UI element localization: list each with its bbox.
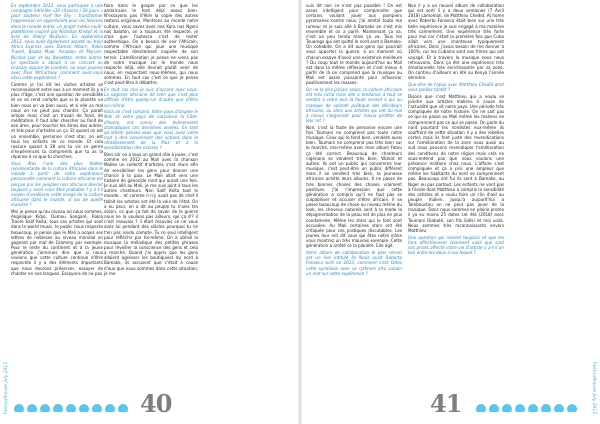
interview-answer: suis dit non ce n'est pas possible ! On est assez intelligent pour comprendre que certains voulant jouer aux pompiers pyromanes contre nous. J'ai amitié toute ma rumeur et je suis allé à Bamako on s'est mis ensemble et on a parlé. Maintenant ça va, c'est un peu tendu mais ça va. Tous les Touaregs qui ont quitté le nord sont à Bamako. On cohabite. On a dit aux gens qui pourrait vous apporter la guerre, à un moment où chacun essaye d'avoir une existence meilleure ? Du coup tout le monde aujourd'hui au Mali est dans la même réflexion et c'est mieux à partir de là on comprend que la musique au Mali est assez puissante pour influencer positivement les masses.: [306, 3, 402, 86]
left-page-number: 40: [140, 389, 172, 418]
decorative-dot: [502, 404, 512, 413]
decorative-dot: [40, 404, 50, 413]
interview-question: En tout cas moi je suis d'accord avec vous. La sagesse africaine dit bien que c'est plus difficile d'être quelqu'un d'autre que d'être soi-même.: [104, 87, 198, 108]
interview-question: Votre album de collaboration le plus récent est un live intitulé Ils Nous avait Roberto Fonseca sorti en 2013, comment s'est faites cette symbiose avec ce rythmes afro cubain un mot sur cette expérience ?: [306, 250, 402, 276]
decorative-dot: [92, 404, 102, 413]
decorative-dot: [541, 404, 551, 413]
decorative-dot: [515, 404, 525, 413]
decorative-dot: [66, 404, 76, 413]
interview-question: Voilà on c'est compris. Votre pays d'origine le Mali et votre pays de naissance la Côte-d'Ivoire, ont connu des évènements dramatiques ces dernières années. En tant qu'artiste pensez-vous que vous avez votre mot à dire concernant des actions dans le rétablissement de la Paix et à la sensibilisation des masses ?: [104, 109, 198, 151]
interview-answer: Non, c'est la faute de personne encore une fois Toumani ne comprend pas toute notre musique. Ceux qui le fond bien, vendent aussi bien. Toumani ne comprend pas très bien sur le marché, moi-même avec mon album Fatou ça été correct. Beaucoup de chanteurs nigérians se vendent très bien, Wizkid et autres. Ils ont un public qui consomme leur musique, c'est peut-être un public différent mais il se vendent très bien, la jeunesse africaine achète leurs albums. Il ne passe de très bonnes choses des choses vraiment positives. J'ai l'impression que cette génération a compris qu'il ne faut pas se culpabiliser et accuser d'être africain. Il se passe beaucoup de chose au niveau même du look, les cheveux naturels sont à la mode la dépigmentation de la peau est de plus en plus condamnée. Même les stars qui le font sont accusées. Au Mali certaines stars ont été critiquée pour ces pratiques discutables. Les jeunes leur ont dit vous qui êtes notre icône vous montrez un très mauvais exemple. Cette génération a arrêté ce la planète. Elle agit.: [306, 124, 402, 249]
decorative-dot: [14, 404, 24, 413]
interview-answer: Moi je pense qu'au niveau où nous sommes, Angelique Kidjo, Oumou Sangaré, Rokia Traore Salif Keita, tous ces artistes qui sont dans le world music, le public nous respecte beaucoup, je pense que le Mali a acquis ses lettres de noblesse au niveau mondial en gagnant par mal de Grammy par exemple. Pour le reste du continent et à la jeune génération j'aimerais dire que si nous voulons que cette culture continue d'être respectée il y a des éléments importants que nous devrons préserver, essayer de chanter en nos langues. Essayons de ne pas: [11, 208, 103, 276]
interview-answer: Comme je l'ai dit les visites artistes se reconnaissent entre eux à un moment ils y a plus d'âge, c'est une question de sensibilité et on se rend compte que si la planète va bien nous on va bien aussi, et si elle va mal nous on ne peut pas chanter. Ça paraît simple mais c'est un travail de fond, de méditation. Il faut aller chercher au fond de son âme, pour toucher les âmes des autres; et tels pour d'artistes un ça. Et quand on est un ensemble, personne n'est star, on est tous les enfants de ce monde. Et cela rassure quand à 28 ans tu vis ce genre d'expériences tu comprends que tu as la réponse à ce que tu cherches.: [11, 81, 103, 160]
decorative-dot: [476, 404, 486, 413]
decorative-dot: [53, 404, 63, 413]
right-side-label: Festivalhouse July 2013: [592, 361, 597, 414]
decorative-dot: [79, 404, 89, 413]
interview-answer: Non il y a un nouvel album de collaboration qui est sorti il y a deux semaines (7 Avril 2018) Lamomali, de Matthieu Chedid. At home avec Roberto Fonseca était bien sur une très belle expérience je suis engagé à ma manière très calmement. Une expérience très forte pour moi car c'était la première fois que Cuba allait vers une chanteuse typiquement africaine. Donc j'avais besoin de me donner à 100%, car les Cubains sont nos frères qui ont voyagé. Et à travers la musique nous nous retrouvons. Donc ça été une expérience très émotionnelle très enrichissante par sa zone. On continu d'ailleurs en été au Kenya l'année dernière.: [408, 3, 504, 81]
decorative-dot: [105, 404, 115, 413]
interview-answer: Disons que c'est Matthieu qui a voulu se joindre aux artistes maliens à cause de l'actualité que vit notre pays. Une période très compliquée de notre histoire. On ne sait pas ce qui se passe au Mali même les maliens ne comprennent pas ce qui se passe. On parle du nord pourtant les nordistes eux-même ils souffrent de cette situation il y a des rebelles certes mais ils font juste des revendications sur l'amélioration de la zone nous aussi au sud nous pouvons revendiquer l'amélioration des conditions de notre région mais cela ne sous-entend pas que nous voulons une présence militaire chez nous. L'affaire s'est compliquée et ça a pris une ampleur que même les habitants du nord ne comprennent pas. Beaucoup ont fui ils sont à Bamako, au Niger ou pas partout. Les enfants ne vont pas à l'école dont Matthieu a compris la sensibilité des artistes et a voulu faire un clin d'œil au peuple malien. Jusqu'à aujourd'hui a Tombouctou on ne peut pas jouer de la musique. Donc nous sommes en pleine promo il ya eu moins 25 dates cet été (2018) avec Toumani Diabaté, son fils Sidiki et moi voilà. Nous sommes très reconnaissants envers Matthieu: [408, 93, 504, 233]
interview-question: En septembre 2012, vous participez à une campagne intitulée «30 chances / 30 jours » pour soutenir Half the Sky : transformer l'oppression en opportunité pour les femmes dans le monde entier, un projet média multi-plateforme inspiré par Nicholas Kristof et la livre de Sheryl WuDunn. En septembre 2012, vous avez également assisté au train Africa Express avec Damon Albarn, Rokia Traoré, Baaba Maal, Amadou et Mariam, Nicolas Jaar et les Noisettes, entre autres. Le spectacle a abouti à un concert au Granary square de Londres, où vous jouerez avec Paul McCartney comment avez-vous vécu cette expérience ?: [11, 3, 103, 81]
right-column-1: [306, 3, 402, 413]
interview-answer: Bien sûr on a tous un grand rôle à jouer, c'est comme en 2012 au Mali avec la chanson Maliko un collectif d'artistes s'est réuni afin de sensibiliser les gens pour donner une chance à la paix. Le Mali allait vers une histoire de génocide rond qui aurait une fois. Je suis allé au Mali, je me suis joint à tous les autres chanteurs. Non Salif Keita tout le monde... et comme il n'y avait pas de chef il fallait les artistes ont été la voix de l'état. On a eu peur, on a dit au peuple tu n'aies tes voisin, ce que ça fait de savoir de la guerre nous ne la voulons pas ailleurs, qui ça d'? il n'est mauvais ? il était mauvais ce ne vous avez lui pendant des siècles pourquoi tu ne t'en pas rendu compte. Tu ce seul intelligent pour réfléchir par toi-même. On a utilisé la musique la mélodique des petites phrases pour réveiller la conscience des gens et cela a marché. Quand j'ai appris que les gens allaient agresser les boutiquiers du nord à Bamako, ils accusent que c'était à cause d'eux que nous sommes dans cette situation, je me: [104, 152, 198, 276]
left-side-label: Festivalhouse July 2013: [3, 361, 8, 414]
right-column-2: [408, 3, 504, 413]
right-page: [300, 0, 600, 424]
decorative-dot: [528, 404, 538, 413]
interview-question: On ne le dira jamais assez, la culture africaine est très riche mais elle a tendance à tout se vendre à votre avis la faute revient à qui au manque de volonté politique des décideurs africains, ou alors aux artistes qui ont du mal à mieux s'organiser pour mieux profiter de leur art ?: [306, 87, 402, 124]
interview-answer: faire dans le gospel par ce que les américains le font déjà assez bien. N'essayons pas d'être la copie des autres restons originaux. Montrons au monde notre culture, vous savez avec nos Kora nos Ngoni nos balafon, on a toujours été respecté, je crois que l'autosce c'est de rester authentique. On a besoin de voir l'Africain, comme l'Africain qui joue une musique respectable directement inspirée de son terroir. L'amélioration je pense ne viens pas de notre musique car le monde nous respecte déjà, elle devrait plutôt venir de nous, en respectant nous-mêmes, qui nous sommes. En tout cas c'est ce que je pense c'est peut-être à débattre.: [104, 3, 198, 86]
decorative-dot: [489, 404, 499, 413]
decorative-dot: [554, 404, 564, 413]
decorative-dot: [118, 404, 128, 413]
left-column-2: [104, 3, 198, 413]
left-column-1: [11, 3, 103, 413]
interview-question: Que dire de l'opus avec Matthieu Chedid dont vous parliez tantôt ?: [408, 81, 504, 93]
interview-question: Une question qui revient toujours et que les fans affectionnent comment voilà que sont vos prises affecté votre vie d'artiste y a-t-il un lien entre les deux si oui lequel ?: [408, 234, 504, 256]
right-page-number: 41: [430, 389, 462, 418]
right-dot-decoration: [474, 398, 590, 412]
decorative-dot: [27, 404, 37, 413]
left-dot-decoration: [12, 398, 136, 412]
decorative-dot: [567, 404, 577, 413]
interview-question: Vous êtes l'une des plus fidèles représentante de la culture Africaine dans le monde à partir de votre expérience personnelle comment la culture africaine est perçue par les peuples non africains devrait toujours y avoir vous êtes probable ? y a-t-il moyen d'améliorer cette image de la culture africaine dans le monde, si oui de quelle manière ?: [11, 160, 103, 208]
